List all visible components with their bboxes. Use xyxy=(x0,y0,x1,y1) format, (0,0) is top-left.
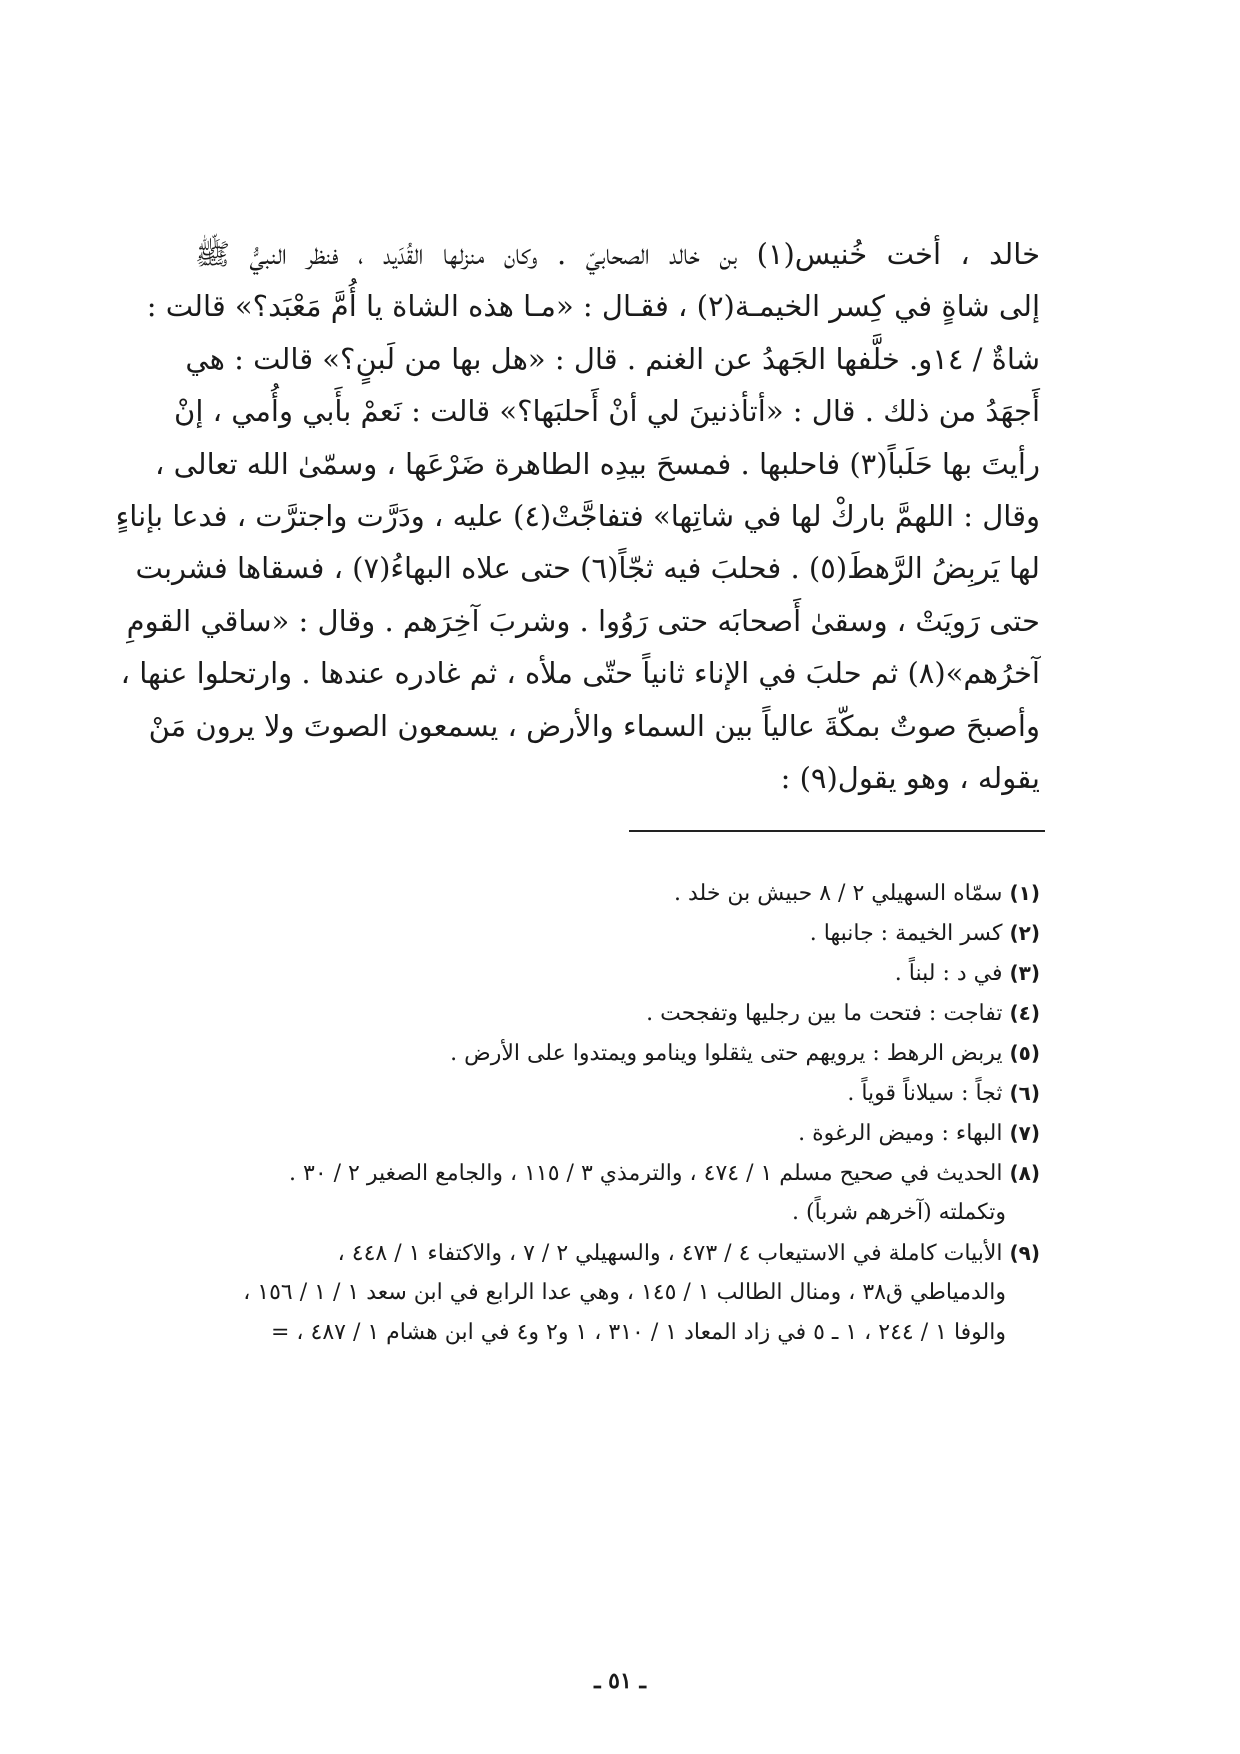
main-text-block xyxy=(115,228,1040,804)
body-line-9: آخرُهم»(٨) ثم حلبَ في الإناء ثانياً حتّى ملأه ، ثم غادره عندها . وارتحلوا عنها ، xyxy=(120,656,1040,691)
footnote-9 xyxy=(195,1233,1040,1273)
body-line-6: وقال : اللهمَّ باركْ لها في شاتِها» فتفاجَّتْ(٤) عليه ، ودَرَّت واجترَّت ، فدعا بإناءٍ xyxy=(115,498,1040,533)
footnote-separator xyxy=(629,830,1045,832)
footnotes-block xyxy=(195,873,1040,1353)
footnote-text: تفاجت : فتحت ما بين رجليها وتفجحت . xyxy=(646,1001,1003,1026)
footnote-text: الأبيات كاملة في الاستيعاب ٤ / ٤٧٣ ، والسهيلي ٢ / ٧ ، والاكتفاء ١ / ٤٤٨ ، xyxy=(337,1241,1003,1266)
footnote-text: والدمياطي ق٣٨ ، ومنال الطالب ١ / ١٤٥ ، وهي عدا الرابع في ابن سعد ١ / ١ / ١٥٦ ، xyxy=(243,1280,1006,1305)
footnote-text: والوفا ١ / ٢٤٤ ، ١ ـ ٥ في زاد المعاد ١ / ٣١٠ ، ١ و٢ و٤ في ابن هشام ١ / ٤٨٧ ، = xyxy=(270,1320,1006,1345)
footnote-text: وتكملته (آخرهم شرباً) . xyxy=(792,1200,1006,1225)
footnote-number: (٤) xyxy=(1009,1001,1040,1025)
footnote-2 xyxy=(195,913,1040,953)
body-line-1: خالد ، أخت خُنيس(١) بن خالد الصحابيّ . وكان منزلها القُدَيد ، فنظر النبيُّ ﷺ xyxy=(195,237,1040,271)
footnote-text: الحديث في صحيح مسلم ١ / ٤٧٤ ، والترمذي ٣ / ١١٥ ، والجامع الصغير ٢ / ٣٠ . xyxy=(289,1161,1003,1186)
body-line-4: أَجهَدُ من ذلك . قال : «أتأذنينَ لي أنْ أَحلبَها؟» قالت : نَعمْ بأَبي وأُمي ، إنْ xyxy=(174,394,1040,429)
footnote-text: كسر الخيمة : جانبها . xyxy=(809,921,1003,946)
footnote-8 xyxy=(195,1153,1040,1193)
footnote-number: (٧) xyxy=(1009,1121,1040,1145)
footnote-text: في د : لبناً . xyxy=(894,961,1003,986)
footnote-number: (٩) xyxy=(1009,1241,1040,1265)
footnote-number: (٣) xyxy=(1009,961,1040,985)
footnote-9-continuation-2 xyxy=(195,1313,1040,1353)
footnote-3 xyxy=(195,953,1040,993)
footnote-4 xyxy=(195,993,1040,1033)
footnote-5 xyxy=(195,1033,1040,1073)
footnote-number: (٥) xyxy=(1009,1041,1040,1065)
footnote-text: ثجاً : سيلاناً قوياً . xyxy=(847,1081,1003,1106)
body-line-11: يقوله ، وهو يقول(٩) : xyxy=(780,760,1040,795)
body-line-5: رأيتَ بها حَلَباً(٣) فاحلبها . فمسحَ بيدِه الطاهرة ضَرْعَها ، وسمّىٰ الله تعالى ، xyxy=(155,446,1040,481)
page-number: ـ ٥١ ـ xyxy=(594,1668,646,1694)
footnote-6 xyxy=(195,1073,1040,1113)
footnote-8-continuation xyxy=(195,1193,1040,1233)
body-line-7: لها يَربِضُ الرَّهطَ(٥) . فحلبَ فيه ثجّاً(٦) حتى علاه البهاءُ(٧) ، فسقاها فشربت xyxy=(135,551,1040,586)
body-line-3: شاةٌ / ١٤و. خلَّفها الجَهدُ عن الغنم . قال : «هل بها من لَبنٍ؟» قالت : هي xyxy=(185,341,1040,376)
footnote-number: (١) xyxy=(1009,881,1040,905)
footnote-text: سمّاه السهيلي ٢ / ٨ حبيش بن خلد . xyxy=(674,881,1003,906)
footnote-number: (٦) xyxy=(1009,1081,1040,1105)
footnote-7 xyxy=(195,1113,1040,1153)
footnote-1 xyxy=(195,873,1040,913)
footnote-text: البهاء : وميض الرغوة . xyxy=(798,1121,1003,1146)
body-line-10: وأصبحَ صوتٌ بمكّةَ عالياً بين السماء والأرض ، يسمعون الصوتَ ولا يرون مَنْ xyxy=(148,708,1040,743)
body-line-8: حتى رَويَتْ ، وسقىٰ أَصحابَه حتى رَوُوا . وشربَ آخِرَهم . وقال : «ساقي القومِ xyxy=(126,603,1040,638)
footnote-text: يربض الرهط : يرويهم حتى يثقلوا وينامو ويمتدوا على الأرض . xyxy=(450,1041,1003,1066)
footnote-9-continuation-1 xyxy=(195,1273,1040,1313)
body-line-2: إلى شاةٍ في كِسر الخيمـة(٢) ، فقـال : «مـا هذه الشاة يا أُمَّ مَعْبَد؟» قالت : xyxy=(146,289,1040,324)
footnote-number: (٨) xyxy=(1009,1161,1040,1185)
footnote-number: (٢) xyxy=(1009,921,1040,945)
